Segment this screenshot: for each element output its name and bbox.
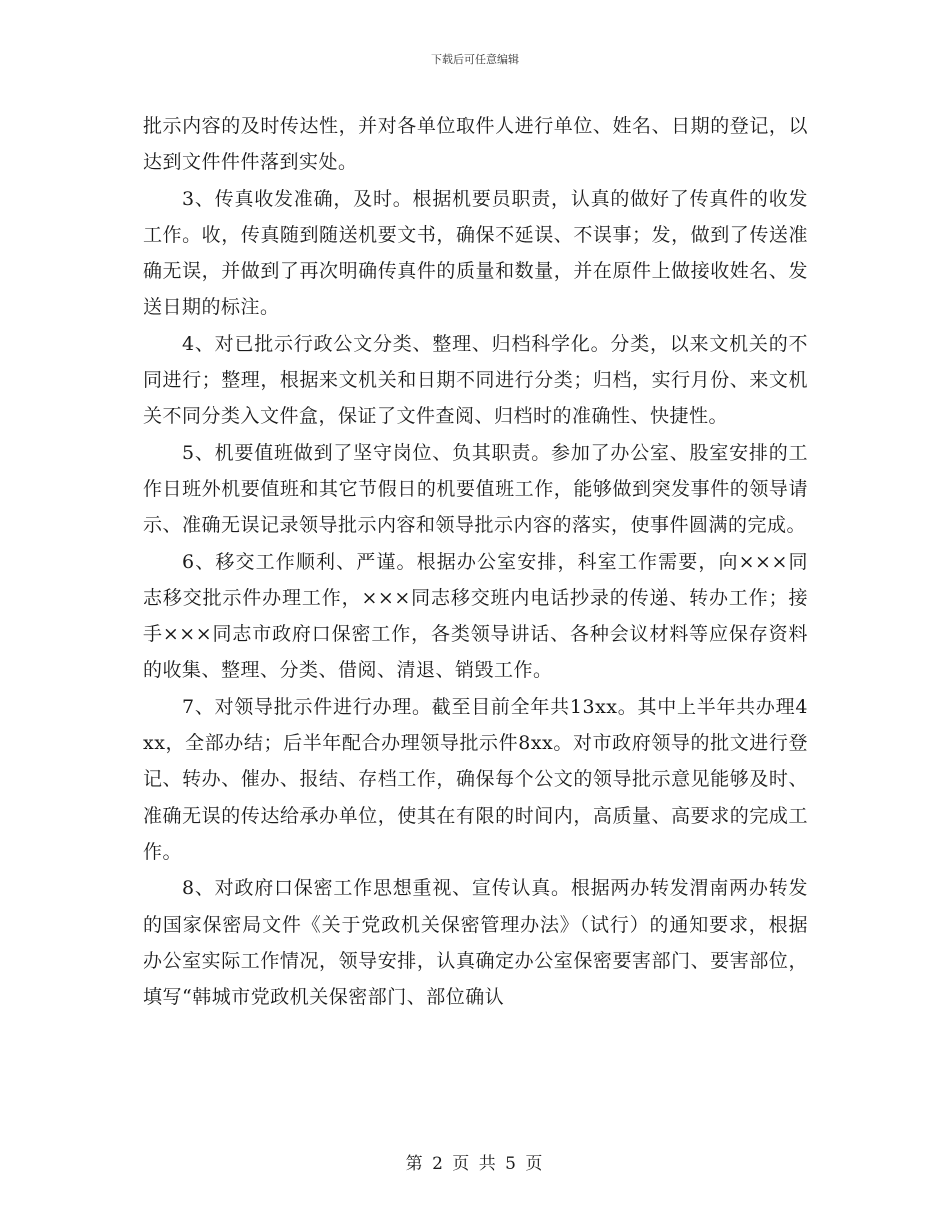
paragraph: 5、机要值班做到了坚守岗位、负其职责。参加了办公室、股室安排的工作日班外机要值班和其它节假日的机要值班工作，能够做到突发事件的领导请示、准确无误记录领导批示内容和领导批示内容的落实，使事件圆满的完成。 xyxy=(143,441,808,537)
paragraph: 7、对领导批示件进行办理。截至目前全年共13xx。其中上半年共办理4xx，全部办结；后半年配合办理领导批示件8xx。对市政府领导的批文进行登记、转办、催办、报结、存档工作，确保每个公文的领导批示意见能够及时、准确无误的传达给承办单位，使其在有限的时间内，高质量、高要求的完成工作。 xyxy=(143,695,808,863)
document-body xyxy=(143,108,808,1015)
paragraph: 批示内容的及时传达性，并对各单位取件人进行单位、姓名、日期的登记，以达到文件件件落到实处。 xyxy=(143,115,808,174)
paragraph: 6、移交工作顺利、严谨。根据办公室安排，科室工作需要，向×××同志移交批示件办理工作，×××同志移交班内电话抄录的传递、转办工作；接手×××同志市政府口保密工作，各类领导讲话、各种会议材料等应保存资料的收集、整理、分类、借阅、清退、销毁工作。 xyxy=(143,550,808,682)
paragraph: 8、对政府口保密工作思想重视、宣传认真。根据两办转发渭南两办转发的国家保密局文件《关于党政机关保密管理办法》（试行）的通知要求，根据办公室实际工作情况，领导安排，认真确定办公室保密要害部门、要害部位，填写“韩城市党政机关保密部门、部位确认 xyxy=(143,877,808,1009)
paragraph: 3、传真收发准确，及时。根据机要员职责，认真的做好了传真件的收发工作。收，传真随到随送机要文书，确保不延误、不误事；发，做到了传送准确无误，并做到了再次明确传真件的质量和数量，并在原件上做接收姓名、发送日期的标注。 xyxy=(143,187,808,319)
page-number: 第 2 页 共 5 页 xyxy=(405,1154,545,1174)
paragraph: 4、对已批示行政公文分类、整理、归档科学化。分类，以来文机关的不同进行；整理，根据来文机关和日期不同进行分类；归档，实行月份、来文机关不同分类入文件盒，保证了文件查阅、归档时的准确性、快捷性。 xyxy=(143,332,808,428)
page-header: 下载后可任意编辑 xyxy=(431,53,519,66)
